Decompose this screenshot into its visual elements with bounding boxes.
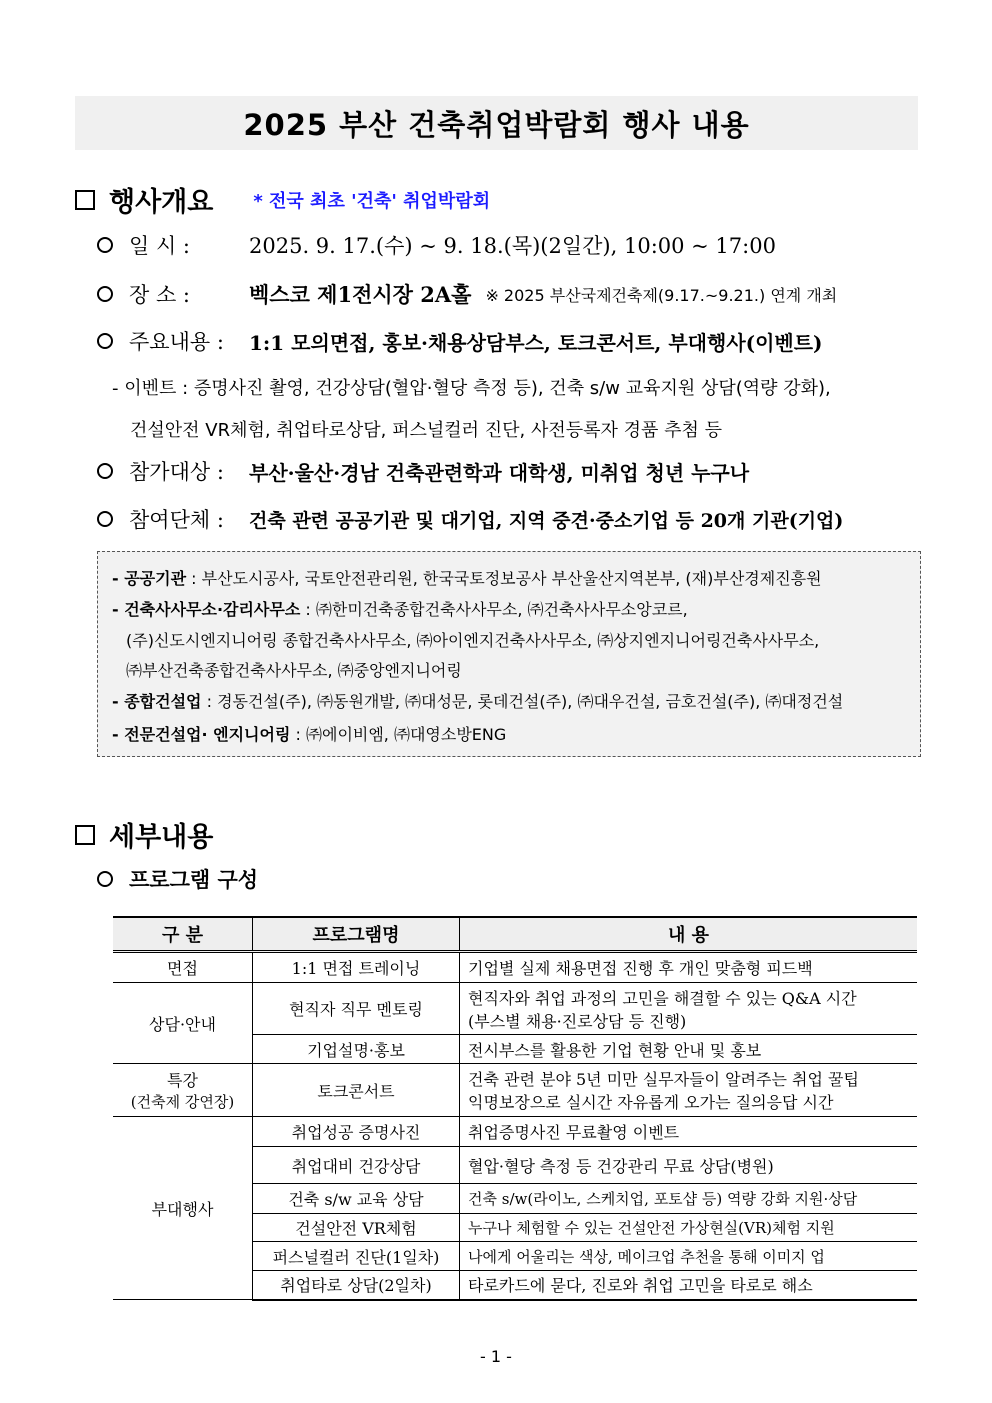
desc-cell: 나에게 어울리는 색상, 메이크업 추천을 통해 이미지 업 (460, 1242, 918, 1271)
program-cell: 건축 s/w 교육 상담 (253, 1184, 460, 1214)
overview-content (97, 326, 823, 356)
row-value: 벡스코 제1전시장 2A홀 (249, 282, 472, 307)
table-row (113, 1064, 917, 1117)
program-cell: 현직자 직무 멘토링 (253, 983, 460, 1035)
desc-cell: 현직자와 취업 과정의 고민을 해결할 수 있는 Q&A 시간 (부스별 채용·진로상담 등 진행) (460, 983, 918, 1035)
table-row (113, 1117, 917, 1147)
program-cell: 1:1 면접 트레이닝 (253, 952, 460, 983)
program-cell: 토크콘서트 (253, 1064, 460, 1117)
title-bar (75, 96, 918, 150)
section-detail-heading (75, 815, 213, 854)
overview-participants (97, 504, 843, 534)
program-cell: 취업성공 증명사진 (253, 1117, 460, 1147)
table-row (113, 983, 917, 1035)
square-bullet-icon (75, 825, 95, 845)
circle-bullet-icon (97, 871, 113, 887)
row-value: 부산·울산·경남 건축관련학과 대학생, 미취업 청년 누구나 (249, 460, 750, 485)
row-label: 참여단체 : (129, 508, 224, 532)
table-row (113, 952, 917, 983)
program-table (113, 916, 917, 1301)
desc-cell: 기업별 실제 채용면접 진행 후 개인 맞춤형 피드백 (460, 952, 918, 983)
desc-cell: 타로카드에 묻다, 진로와 취업 고민을 타로로 해소 (460, 1271, 918, 1300)
row-value: 2025. 9. 17.(수) ~ 9. 18.(목)(2일간), 10:00 ~ 17:00 (249, 234, 776, 258)
row-note: ※ 2025 부산국제건축제(9.17.~9.21.) 연계 개최 (485, 285, 838, 305)
section-note: * 전국 최초 '건축' 취업박람회 (253, 190, 491, 212)
section-title: 세부내용 (109, 822, 214, 853)
org-line: - 전문건설업· 엔지니어링 : ㈜에이비엠, ㈜대영소방ENG (112, 725, 507, 744)
desc-cell: 취업증명사진 무료촬영 이벤트 (460, 1117, 918, 1147)
desc-cell: 전시부스를 활용한 기업 현황 안내 및 홍보 (460, 1035, 918, 1064)
overview-place (97, 279, 837, 309)
row-label: 참가대상 : (129, 460, 224, 484)
row-value: 건축 관련 공공기관 및 대기업, 지역 중견·중소기업 등 20개 기관(기업) (249, 509, 844, 532)
circle-bullet-icon (97, 286, 113, 302)
org-line: (주)신도시엔지니어링 종합건축사사무소, ㈜아이엔지건축사사무소, ㈜상지엔지니어링건축사사무소, (126, 631, 820, 650)
program-cell: 건설안전 VR체험 (253, 1214, 460, 1242)
org-line: - 공공기관 : 부산도시공사, 국토안전관리원, 한국국토정보공사 부산울산지역본부, (재)부산경제진흥원 (112, 569, 822, 588)
circle-bullet-icon (97, 463, 113, 479)
participants-box (97, 551, 921, 757)
category-cell: 부대행사 (113, 1117, 253, 1300)
circle-bullet-icon (97, 333, 113, 349)
category-cell: 특강 (건축제 강연장) (113, 1064, 253, 1117)
org-line: - 건축사사무소·감리사무소 : ㈜한미건축종합건축사사무소, ㈜건축사사무소앙코르, (112, 600, 688, 619)
category-cell: 면접 (113, 952, 253, 983)
row-label: 장 소 : (129, 283, 190, 307)
overview-target (97, 456, 749, 486)
program-subheading (97, 864, 258, 894)
col-header: 내 용 (460, 917, 918, 952)
overview-date (97, 230, 776, 260)
col-header: 프로그램명 (253, 917, 460, 952)
program-cell: 기업설명·홍보 (253, 1035, 460, 1064)
col-header: 구 분 (113, 917, 253, 952)
category-cell: 상담·안내 (113, 983, 253, 1064)
desc-cell: 누구나 체험할 수 있는 건설안전 가상현실(VR)체험 지원 (460, 1214, 918, 1242)
org-line: ㈜부산건축종합건축사사무소, ㈜중앙엔지니어링 (126, 661, 462, 680)
org-line: - 종합건설업 : 경동건설(주), ㈜동원개발, ㈜대성문, 롯데건설(주), ㈜대우건설, 금호건설(주), ㈜대정건설 (112, 692, 844, 711)
program-cell: 취업대비 건강상담 (253, 1147, 460, 1184)
section-title: 행사개요 (109, 187, 214, 218)
program-cell: 취업타로 상담(2일차) (253, 1271, 460, 1300)
desc-cell: 건축 관련 분야 5년 미만 실무자들이 알려주는 취업 꿀팁 익명보장으로 실시간 자유롭게 오가는 질의응답 시간 (460, 1064, 918, 1117)
program-cell: 퍼스널컬러 진단(1일차) (253, 1242, 460, 1271)
event-detail-line1: - 이벤트 : 증명사진 촬영, 건강상담(혈압·혈당 측정 등), 건축 s/w 교육지원 상담(역량 강화), (112, 378, 831, 399)
section-overview-heading (75, 180, 490, 219)
row-value: 1:1 모의면접, 홍보·채용상담부스, 토크콘서트, 부대행사(이벤트) (249, 330, 823, 355)
row-label: 일 시 : (129, 234, 190, 258)
event-detail-line2: 건설안전 VR체험, 취업타로상담, 퍼스널컬러 진단, 사전등록자 경품 추첨 등 (130, 420, 723, 441)
desc-cell: 혈압·혈당 측정 등 건강관리 무료 상담(병원) (460, 1147, 918, 1184)
square-bullet-icon (75, 190, 95, 210)
desc-cell: 건축 s/w(라이노, 스케치업, 포토샵 등) 역량 강화 지원·상담 (460, 1184, 918, 1214)
circle-bullet-icon (97, 511, 113, 527)
subheading-text: 프로그램 구성 (129, 867, 259, 892)
row-label: 주요내용 : (129, 330, 224, 354)
document-title: 2025 부산 건축취업박람회 행사 내용 (243, 107, 750, 142)
page-number: - 1 - (480, 1347, 512, 1366)
circle-bullet-icon (97, 237, 113, 253)
